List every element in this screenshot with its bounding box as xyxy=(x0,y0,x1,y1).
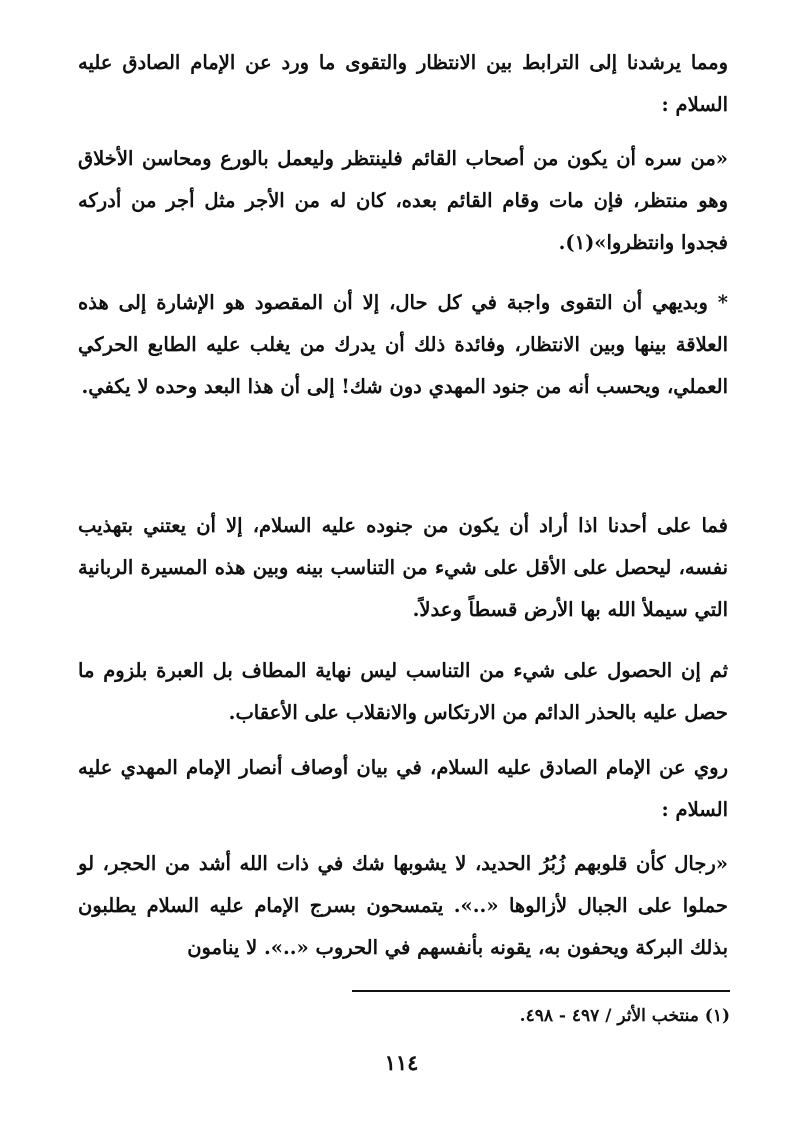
page-number: ١١٤ xyxy=(384,1050,419,1075)
footnote: (١) منتخب الأثر / ٤٩٧ - ٤٩٨. xyxy=(519,1006,730,1026)
paragraph-taqwa: * وبديهي أن التقوى واجبة في كل حال، إلا أن المقصود هو الإشارة إلى هذه العلاقة بينها وبين الانتظار، وفائدة ذلك أن يدرك من يغلب عليه الطابع الحركي العملي، ويحسب أنه من جنود المهدي دون شك! إلى أن هذا البعد وحده لا يكفي. xyxy=(78,291,728,398)
paragraph-proportion: ثم إن الحصول على شيء من التناسب ليس نهاية المطاف بل العبرة بلزوم ما حصل عليه بالحذر الدائم من الارتكاس والانقلاب على الأعقاب. xyxy=(78,659,728,724)
footnote-divider xyxy=(352,990,730,992)
paragraph-intro: ومما يرشدنا إلى الترابط بين الانتظار والتقوى ما ورد عن الإمام الصادق عليه السلام : xyxy=(78,51,728,116)
paragraph-soldiers: فما على أحدنا اذا أراد أن يكون من جنوده عليه السلام، إلا أن يعتني بتهذيب نفسه، ليحصل على الأقل على شيء من التناسب بينه وبين هذه المسيرة الربانية التي سيملأ الله بها الأرض قسطاً وعدلاً. xyxy=(78,514,728,621)
paragraph-quote-sadiq: «من سره أن يكون من أصحاب القائم فلينتظر وليعمل بالورع ومحاسن الأخلاق وهو منتظر، فإن مات وقام القائم بعده، كان له من الأجر مثل أجر من أدركه فجدوا وانتظروا»(١). xyxy=(78,147,728,254)
paragraph-narration-quote: «رجال كأن قلوبهم زُبُرُ الحديد، لا يشوبها شك في ذات الله أشد من الحجر، لو حملوا على الجبال لأزالوها «..». يتمسحون بسرج الإمام عليه السلام يطلبون بذلك البركة ويحفون به، يقونه بأنفسهم في الحروب «..». لا ينامون xyxy=(78,852,728,959)
paragraph-narration-intro: روي عن الإمام الصادق عليه السلام، في بيان أوصاف أنصار الإمام المهدي عليه السلام : xyxy=(78,756,728,821)
